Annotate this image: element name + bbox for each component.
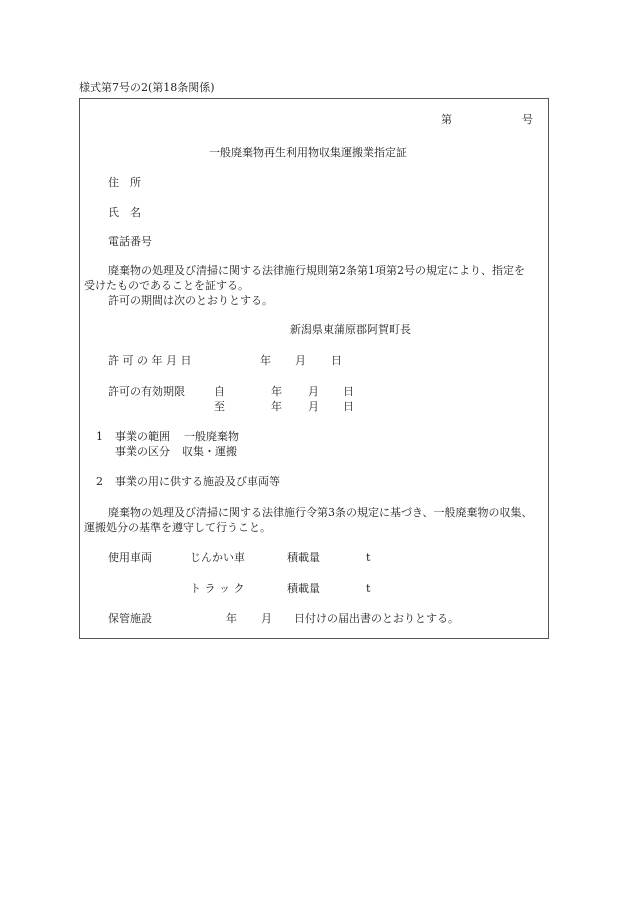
vehicle-capacity-unit: t: [366, 582, 371, 595]
vehicle-type: ト ラ ッ ク: [190, 582, 245, 595]
storage-label: 保管施設: [108, 612, 152, 625]
permit-date-month: 月: [295, 354, 306, 367]
storage-year: 年: [226, 612, 237, 625]
business-scope-label: 事業の範囲: [115, 430, 170, 443]
validity-to: 至: [214, 400, 225, 413]
validity-to-year: 年: [271, 400, 282, 413]
phone-label: 電話番号: [108, 235, 152, 248]
business-division-label: 事業の区分: [115, 445, 170, 458]
vehicles-label: 使用車両: [108, 551, 152, 564]
permit-date-year: 年: [260, 354, 271, 367]
certification-line-2: 受けたものであることを証する。: [84, 279, 249, 292]
vehicle-capacity-unit: t: [366, 551, 371, 564]
validity-from-month: 月: [308, 385, 319, 398]
compliance-line-2: 運搬処分の基準を遵守して行うこと。: [84, 521, 271, 534]
permit-date-day: 日: [331, 354, 342, 367]
validity-from-day: 日: [343, 385, 354, 398]
issuer: 新潟県東蒲原郡阿賀町長: [290, 323, 411, 336]
compliance-line-1: 廃棄物の処理及び清掃に関する法律施行令第3条の規定に基づき、一般廃棄物の収集、: [108, 506, 533, 519]
storage-month: 月: [261, 612, 272, 625]
business-scope-value: 一般廃棄物: [184, 430, 239, 443]
vehicle-type: じんかい車: [190, 551, 245, 564]
business-division-value: 収集・運搬: [182, 445, 237, 458]
validity-to-month: 月: [308, 400, 319, 413]
vehicle-capacity-label: 積載量: [287, 582, 320, 595]
name-label: 氏 名: [108, 206, 141, 219]
vehicle-capacity-label: 積載量: [287, 551, 320, 564]
validity-from: 自: [214, 385, 225, 398]
permit-date-label: 許 可 の 年 月 日: [108, 354, 192, 367]
storage-text: 日付けの届出書のとおりとする。: [294, 612, 459, 625]
item1-number: 1: [96, 430, 103, 443]
validity-to-day: 日: [343, 400, 354, 413]
facilities-label: 事業の用に供する施設及び車両等: [115, 475, 280, 488]
item2-number: 2: [96, 475, 103, 488]
address-label: 住 所: [108, 176, 141, 189]
certification-line-3: 許可の期間は次のとおりとする。: [108, 294, 273, 307]
validity-label: 許可の有効期限: [108, 385, 185, 398]
number-suffix: 号: [522, 113, 533, 126]
document-title: 一般廃棄物再生利用物収集運搬業指定証: [209, 146, 407, 159]
validity-from-year: 年: [271, 385, 282, 398]
number-prefix: 第: [441, 113, 452, 126]
form-header: 様式第7号の2(第18条関係): [79, 81, 215, 94]
certification-line-1: 廃棄物の処理及び清掃に関する法律施行規則第2条第1項第2号の規定により、指定を: [108, 264, 525, 277]
